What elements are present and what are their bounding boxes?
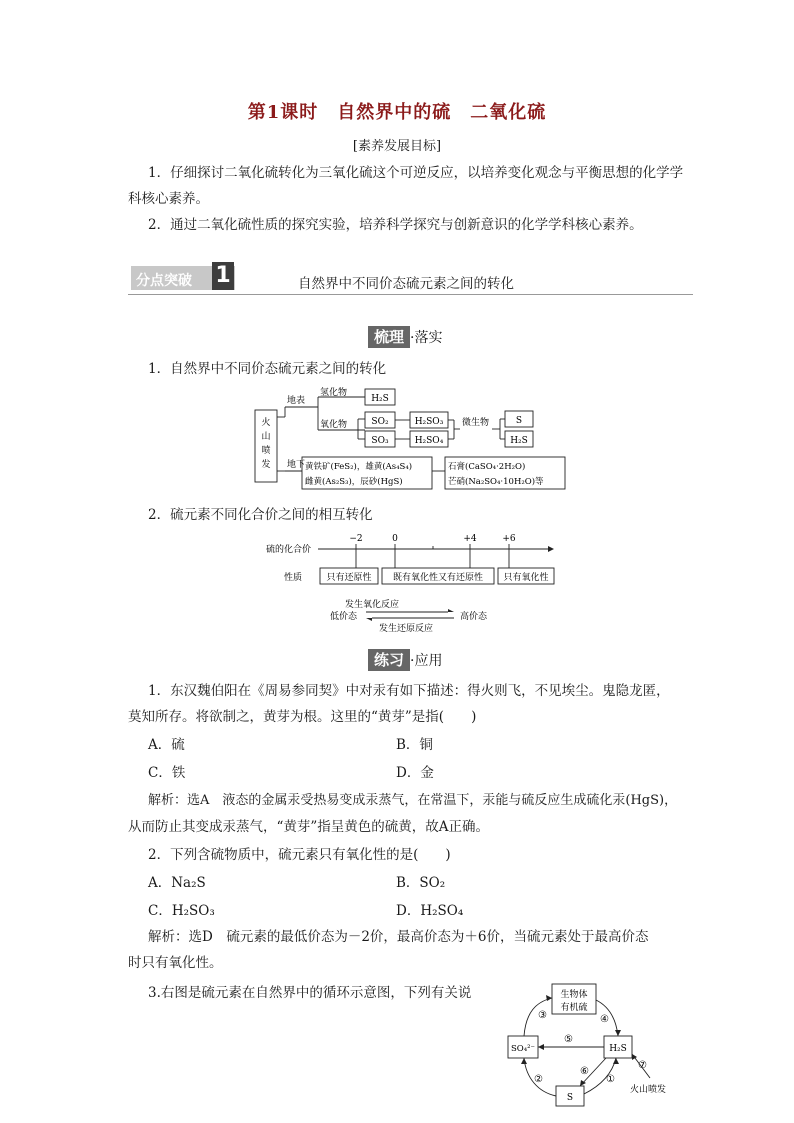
minerals-4: 芒硝(Na₂SO₄·10H₂O)等: [448, 477, 544, 487]
q2-option-d: D．H₂SO₄: [396, 903, 464, 919]
hydride-label: 氢化物: [320, 388, 348, 398]
goal-1: 1．仔细探讨二氧化硫转化为三氧化硫这个可逆反应，以培养变化观念与平衡思想的化学学科核心素养。: [128, 165, 684, 207]
goals-heading: [素养发展目标]: [352, 139, 442, 154]
step-1: ①: [606, 1074, 615, 1085]
step-3: ③: [538, 1010, 547, 1021]
q2-answer-1: 解析：选D 硫元素的最低价态为－2价，最高价态为＋6价，当硫元素处于最高价态: [148, 929, 649, 945]
volcano-label: 火山喷发: [630, 1085, 667, 1095]
q3-stem: 3.右图是硫元素在自然界中的循环示意图，下列有关说: [148, 985, 472, 1001]
q2-answer-2: 时只有氧化性。: [128, 955, 223, 971]
svg-text:山: 山: [261, 432, 271, 442]
q2-option-a: A．Na₂S: [148, 875, 206, 891]
svg-text:喷: 喷: [261, 446, 271, 456]
surface-label: 地表: [287, 396, 306, 406]
h2so4-box: H₂SO₄: [414, 436, 444, 446]
q1-stem-2: 莫知所存。将欲制之，黄芽为根。这里的“黄芽”是指( ): [128, 709, 477, 725]
step-4: ④: [600, 1014, 609, 1025]
q1-stem-1: 1．东汉魏伯阳在《周易参同契》中对汞有如下描述：得火则飞，不见埃尘。鬼隐龙匿，: [148, 683, 670, 699]
minerals-1: 黄铁矿(FeS₂)，雄黄(As₄S₄): [305, 462, 413, 472]
bio-label-1: 生物体: [560, 990, 588, 1000]
q1-answer-1: 解析：选A 液态的金属汞受热易变成汞蒸气，在常温下，汞能与硫反应生成硫化汞(HgS)，: [148, 793, 678, 808]
q1-option-b: B．铜: [396, 737, 433, 753]
so3-box: SO₃: [371, 436, 389, 446]
goal-2: 2．通过二氧化硫性质的探究实验，培养科学探究与创新意识的化学学科核心素养。: [148, 217, 643, 233]
reduction-label: 发生还原反应: [378, 624, 434, 634]
high-valence: 高价态: [460, 612, 488, 622]
prop-both: 既有氧化性又有还原性: [392, 573, 484, 583]
svg-text:发: 发: [261, 460, 271, 470]
oxide-label: 氧化物: [320, 420, 348, 430]
h2s-box-1: H₂S: [371, 394, 389, 404]
valence-diagram: [260, 528, 560, 638]
h2s-box-2: H₂S: [510, 436, 528, 446]
q2-option-c: C．H₂SO₃: [148, 903, 215, 919]
prop-only-reduction: 只有还原性: [326, 573, 372, 583]
q1-answer-2: 从而防止其变成汞蒸气，“黄芽”指呈黄色的硫黄，故A正确。: [128, 819, 490, 835]
property-label: 性质: [284, 573, 303, 583]
step-2: ②: [534, 1074, 543, 1085]
bio-label-2: 有机硫: [560, 1003, 588, 1013]
page-title: 第1课时 自然界中的硫 二氧化硫: [247, 102, 547, 123]
s-node: S: [566, 1093, 574, 1103]
practice-tag-rest: ·应用: [410, 653, 443, 669]
q1-option-c: C．铁: [148, 765, 186, 781]
q2-stem: 2．下列含硫物质中，硫元素只有氧化性的是( ): [148, 847, 451, 863]
review-tag-box: 梳理: [368, 326, 410, 348]
minerals-2: 雌黄(As₂S₃)，辰砂(HgS): [305, 477, 403, 487]
low-valence: 低价态: [330, 612, 358, 622]
tick-6: +6: [502, 534, 516, 544]
review-item-1: 1．自然界中不同价态硫元素之间的转化: [148, 361, 387, 377]
tick-neg2: −2: [349, 534, 363, 544]
step-7: ⑦: [638, 1060, 647, 1071]
review-tag: [368, 326, 442, 348]
so4-box: SO₄²⁻: [510, 1044, 536, 1054]
volcano-label-1: 火: [261, 418, 271, 428]
oxidation-label: 发生氧化反应: [344, 600, 400, 610]
prop-only-oxidation: 只有氧化性: [503, 573, 549, 583]
q2-option-b: B．SO₂: [396, 875, 446, 891]
review-item-2: 2．硫元素不同化合价之间的相互转化: [148, 507, 373, 523]
axis-label: 硫的化合价: [266, 545, 312, 555]
h2so3-box: H₂SO₃: [414, 417, 444, 427]
section-badge-number: 1: [212, 262, 234, 290]
section-title: 自然界中不同价态硫元素之间的转化: [298, 276, 514, 292]
step-6: ⑥: [580, 1066, 589, 1077]
practice-tag-box: 练习: [368, 649, 410, 671]
q1-option-a: A．硫: [148, 737, 185, 753]
sulfur-cycle-diagram: [250, 385, 570, 495]
s-box: S: [515, 416, 523, 426]
minerals-3: 石膏(CaSO₄·2H₂O): [448, 462, 526, 472]
tick-0: 0: [392, 534, 398, 544]
section-badge-text: 分点突破: [136, 273, 192, 289]
so2-box: SO₂: [371, 417, 389, 427]
practice-tag: [368, 649, 442, 671]
review-tag-rest: ·落实: [410, 330, 443, 346]
underground-label: 地下: [287, 460, 306, 470]
q1-option-d: D．金: [396, 765, 434, 781]
tick-4: +4: [463, 534, 477, 544]
sulfur-nature-cycle: [500, 978, 690, 1118]
microbe-label: 微生物: [462, 418, 490, 428]
h2s-node: H₂S: [609, 1044, 627, 1054]
step-5: ⑤: [564, 1034, 573, 1045]
